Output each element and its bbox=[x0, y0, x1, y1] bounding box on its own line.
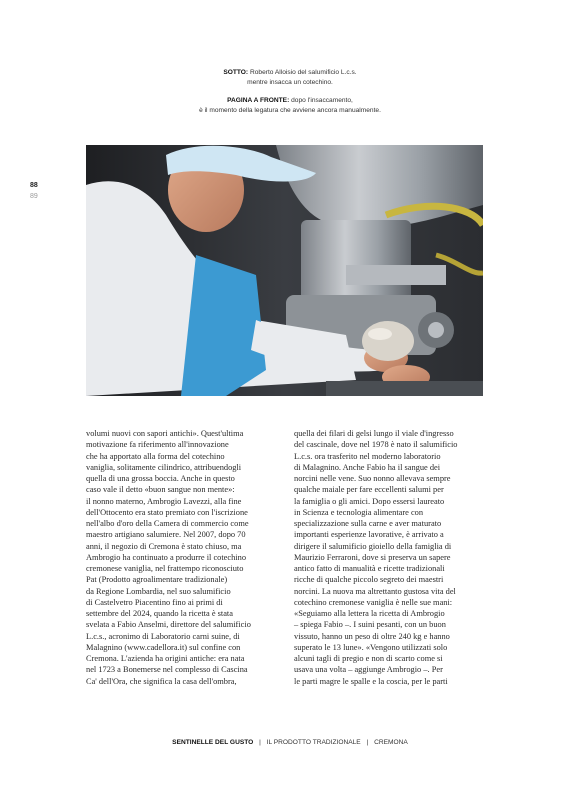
text-line: importanti esperienze lavorative, è arrivato a bbox=[294, 530, 444, 540]
text-line: norcini. La nuova ma altrettanto gustosa vita del bbox=[294, 586, 456, 596]
text-line: «Seguiamo alla lettera la ricetta di Ambrogio bbox=[294, 609, 445, 618]
text-line: vissuto, hanno un peso di oltre 240 kg e hanno bbox=[294, 631, 450, 641]
text-line: L.c.s., acronimo di Laboratorio carni suine, di bbox=[86, 631, 240, 641]
text-line: usava una volta – aggiunge Ambrogio –. Per bbox=[294, 665, 443, 675]
text-line: di Castelvetro Piacentino fino ai primi di bbox=[86, 597, 223, 607]
text-line: le parti magre le spalle e la coscia, per le parti bbox=[294, 676, 448, 686]
text-line: la famiglia o gli amici. Dopo essersi laureato bbox=[294, 496, 445, 506]
text-line: Malagnino (www.cadellora.it) sul confine con bbox=[86, 642, 241, 652]
text-line: norcini nelle vene. Suo nonno allevava sempre bbox=[294, 474, 451, 483]
text-line: nel 1723 a Bonemerse nel complesso di Cascina bbox=[86, 665, 248, 675]
footer-separator: | bbox=[259, 739, 261, 746]
text-line: antico fatto di manualità e ricette tradizionali bbox=[294, 564, 445, 573]
text-line: di Malagnino. Anche Fabio ha il sangue dei bbox=[294, 462, 441, 472]
text-line: che ha apportato alla forma del cotechino bbox=[86, 451, 225, 461]
caption-below bbox=[0, 68, 580, 88]
text-line: da Regione Lombardia, nel suo salumificio bbox=[86, 586, 231, 596]
text-line: Maurizio Ferraroni, dove si preserva un sapere bbox=[294, 552, 451, 562]
caption-facing-label: PAGINA A FRONTE: bbox=[227, 97, 290, 104]
footer-separator: | bbox=[366, 739, 369, 746]
text-line: del cascinale, dove nel 1978 è nato il salumificio bbox=[294, 440, 458, 450]
caption-below-line2: mentre insacca un cotechino. bbox=[247, 79, 333, 86]
photo-sausage-stuffing bbox=[86, 145, 483, 396]
caption-facing-line1: dopo l'insaccamento, bbox=[291, 97, 353, 104]
page-numbers bbox=[30, 180, 38, 202]
caption-below-label: SOTTO: bbox=[223, 69, 249, 76]
text-line: in Scienza e tecnologia alimentare con bbox=[294, 507, 424, 517]
text-line: motivazione fa riferimento all'innovazione bbox=[86, 440, 229, 450]
footer-brand: SENTINELLE DEL GUSTO bbox=[172, 739, 254, 746]
text-line: superato le 13 lune». «Vengono utilizzati solo bbox=[294, 642, 448, 652]
text-line: vaniglia, solitamente cilindrico, attribuendogli bbox=[86, 462, 242, 472]
photo-captions bbox=[0, 68, 580, 124]
text-line: settembre del 2024, quando la ricetta è stata bbox=[86, 609, 233, 618]
footer-city: CREMONA bbox=[374, 739, 408, 746]
text-line: anni, il negozio di Cremona è stato chiuso, ma bbox=[86, 541, 242, 551]
text-line: caso vale il detto «buon sangue non mente»: bbox=[86, 485, 235, 495]
text-column-right bbox=[294, 428, 480, 687]
caption-facing-page bbox=[0, 96, 580, 116]
text-line: cremonese vaniglia, nel frattempo riconosciuto bbox=[86, 564, 244, 573]
text-line: nell'albo d'oro della Camera di commercio come bbox=[86, 519, 249, 528]
running-footer bbox=[0, 739, 580, 746]
text-line: svelata a Fabio Anselmi, direttore del salumificio bbox=[86, 620, 251, 630]
text-line: maestro artigiano salumiere. Nel 2007, dopo 70 bbox=[86, 530, 246, 540]
text-line: Ca' dell'Ora, che significa la casa dell'ombra, bbox=[86, 676, 237, 686]
text-line: il nonno materno, Ambrogio Lavezzi, alla fine bbox=[86, 496, 242, 506]
text-line: ricche di qualche piccolo segreto dei maestri bbox=[294, 575, 444, 585]
text-line: dirigere il salumificio gioiello della famiglia di bbox=[294, 541, 452, 551]
text-line: quella dei filari di gelsi lungo il viale d'ingresso bbox=[294, 429, 454, 438]
page-number-next: 89 bbox=[30, 193, 38, 200]
text-line: Pat (Prodotto agroalimentare tradizionale) bbox=[86, 575, 228, 585]
text-line: qualche maiale per fare eccellenti salumi per bbox=[294, 485, 444, 495]
text-line: – spiega Fabio –. I suini pesanti, con un buon bbox=[294, 620, 446, 630]
text-line: alcuni tagli di pregio e non di scarto come si bbox=[294, 654, 443, 663]
caption-facing-line2: è il momento della legatura che avviene ancora manualmente. bbox=[199, 107, 381, 114]
text-line: volumi nuovi con sapori antichi». Quest'ultima bbox=[86, 429, 244, 438]
text-line: Ambrogio ha continuato a produrre il cotechino bbox=[86, 552, 247, 562]
text-line: L.c.s. ora trasferito nel moderno laboratorio bbox=[294, 451, 441, 461]
page-number-current: 88 bbox=[30, 182, 38, 189]
text-line: dell'Ottocento era stato premiato con l'iscrizione bbox=[86, 507, 248, 517]
text-line: specializzazione sulla carne e aver maturato bbox=[294, 519, 442, 528]
text-column-left bbox=[86, 428, 272, 687]
photo-illustration bbox=[86, 145, 483, 396]
footer-section: IL PRODOTTO TRADIZIONALE bbox=[266, 739, 361, 746]
caption-below-line1: Roberto Alloisio del salumificio L.c.s. bbox=[249, 69, 357, 76]
text-line: quella di una grossa boccia. Anche in questo bbox=[86, 474, 235, 483]
text-line: Cremona. L'azienda ha origini antiche: era nata bbox=[86, 654, 245, 663]
text-line: cotechino cremonese vaniglia è nelle sue mani: bbox=[294, 597, 453, 607]
